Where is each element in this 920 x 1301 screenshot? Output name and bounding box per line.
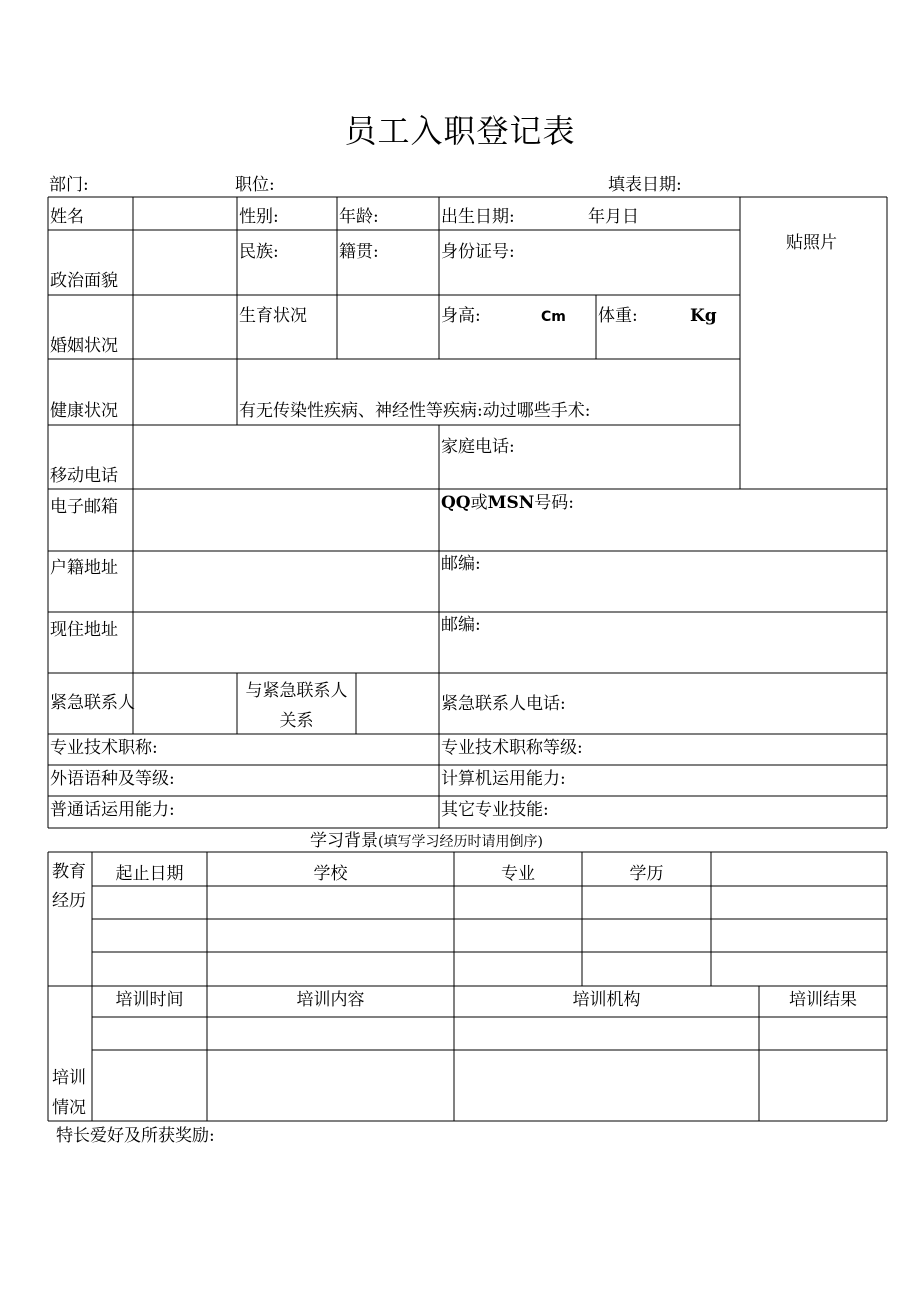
gender-label: 性别: <box>239 207 279 227</box>
position-label: 职位: <box>235 175 275 195</box>
height-unit: Cm <box>541 309 566 325</box>
birth-date-label: 出生日期: <box>441 207 515 227</box>
id-number-label: 身份证号: <box>441 242 515 262</box>
foreign-language-label: 外语语种及等级: <box>50 769 175 789</box>
edu-header-major: 专业 <box>501 864 535 884</box>
study-note: (填写学习经历时请用倒序) <box>378 834 543 850</box>
page-title: 员工入职登记表 <box>344 112 576 150</box>
study-title-text: 学习背景 <box>310 831 378 851</box>
training-header-institution: 培训机构 <box>572 990 641 1010</box>
birth-ymd-label: 年月日 <box>588 207 639 227</box>
training-header-time: 培训时间 <box>115 990 184 1010</box>
political-label: 政治面貌 <box>50 271 118 291</box>
training-header-result: 培训结果 <box>789 990 857 1010</box>
other-skills-label: 其它专业技能: <box>441 800 549 820</box>
weight-unit: Kg <box>690 306 717 326</box>
qq-msn-label <box>441 493 574 513</box>
emergency-relation-line1: 与紧急联系人 <box>245 681 348 701</box>
home-phone-label: 家庭电话: <box>441 437 515 457</box>
native-place-label: 籍贯: <box>339 242 379 262</box>
tech-title-level-label: 专业技术职称等级: <box>441 738 583 758</box>
disease-question: 有无传染性疾病、神经性等疾病:动过哪些手术: <box>239 401 591 421</box>
edu-header-dates: 起止日期 <box>115 864 184 884</box>
ethnicity-label: 民族: <box>239 242 279 262</box>
training-label-2: 情况 <box>52 1098 86 1118</box>
hukou-address-label: 户籍地址 <box>50 558 118 578</box>
tech-title-label: 专业技术职称: <box>50 738 158 758</box>
fertility-label: 生育状况 <box>239 306 307 326</box>
edu-header-degree: 学历 <box>629 864 664 884</box>
mandarin-label: 普通话运用能力: <box>50 800 175 820</box>
education-label-1: 教育 <box>52 862 86 882</box>
name-label: 姓名 <box>50 207 84 227</box>
education-label-2: 经历 <box>52 891 86 911</box>
postcode-2-label: 邮编: <box>441 615 481 635</box>
weight-label: 体重: <box>598 306 638 326</box>
postcode-1-label: 邮编: <box>441 554 481 574</box>
emergency-relation-line2: 关系 <box>279 711 314 731</box>
emergency-contact-label: 紧急联系人 <box>50 693 135 713</box>
photo-placeholder: 贴照片 <box>786 233 837 253</box>
or-text: 或 <box>470 493 488 513</box>
mobile-label: 移动电话 <box>50 466 118 486</box>
hobbies-label: 特长爱好及所获奖励: <box>56 1126 215 1146</box>
email-label: 电子邮箱 <box>50 497 118 517</box>
height-label: 身高: <box>441 306 481 326</box>
department-label: 部门: <box>49 175 89 195</box>
computer-skill-label: 计算机运用能力: <box>441 769 566 789</box>
fill-date-label: 填表日期: <box>608 175 682 195</box>
qq-msn-suffix: 号码: <box>534 493 574 513</box>
edu-header-school: 学校 <box>313 864 348 884</box>
study-section-title <box>310 831 543 852</box>
training-label-1: 培训 <box>52 1068 86 1088</box>
marital-label: 婚姻状况 <box>50 336 118 356</box>
current-address-label: 现住地址 <box>50 620 118 640</box>
training-header-content: 培训内容 <box>296 990 365 1010</box>
age-label: 年龄: <box>339 207 379 227</box>
qq-text: QQ <box>441 493 471 513</box>
msn-text: MSN <box>487 493 535 513</box>
emergency-phone-label: 紧急联系人电话: <box>441 694 566 714</box>
health-label: 健康状况 <box>50 401 118 421</box>
